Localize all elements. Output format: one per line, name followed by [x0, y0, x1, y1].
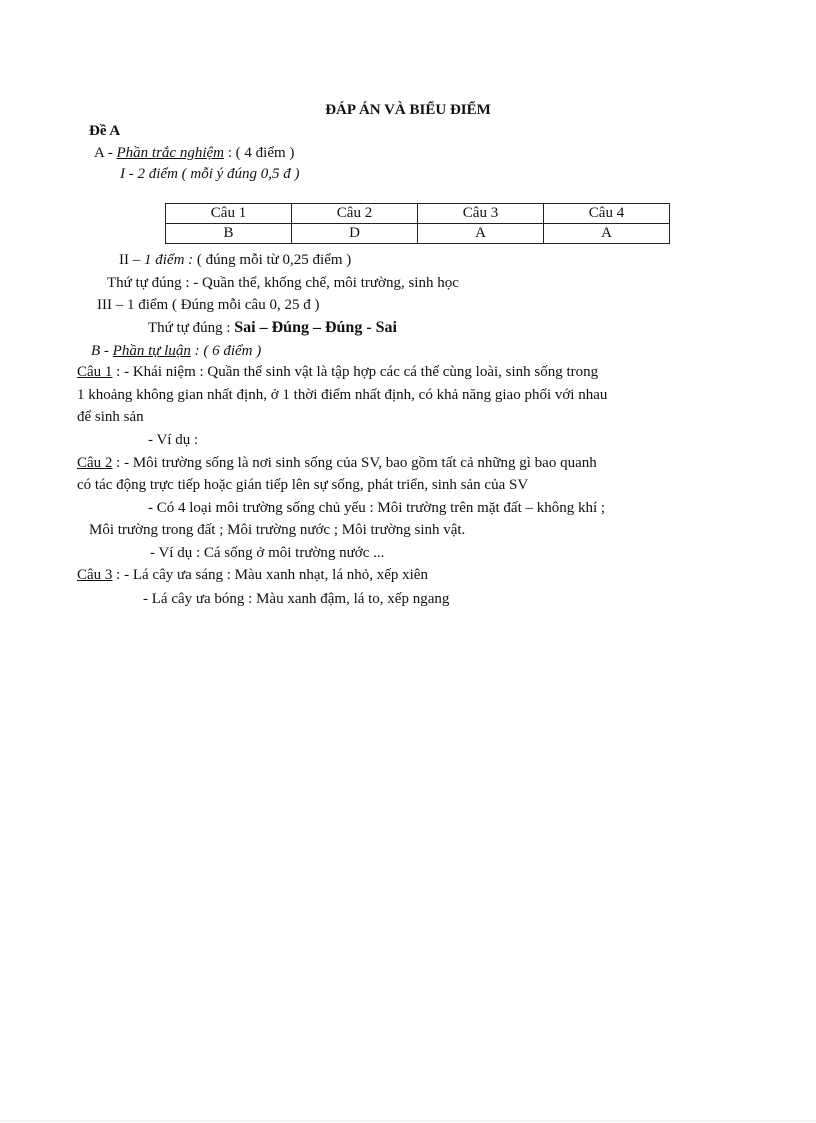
cau3-line2: - Lá cây ưa bóng : Màu xanh đậm, lá to, xếp ngang	[143, 591, 450, 607]
table-answer-cell: D	[292, 224, 418, 244]
cau1-line1	[77, 362, 598, 382]
page-bottom-edge	[0, 1120, 816, 1122]
part2-points: 1 điểm :	[144, 252, 194, 268]
section-a-prefix: A -	[94, 145, 117, 161]
section-b-points: : ( 6 điểm )	[190, 343, 262, 359]
part2-order: Thứ tự đúng : - Quần thể, khống chế, môi trường, sinh học	[107, 275, 459, 291]
part3-order-value: Sai – Đúng – Đúng - Sai	[234, 319, 397, 336]
document-title: ĐÁP ÁN VÀ BIỂU ĐIỂM	[325, 102, 491, 118]
cau3-line1	[77, 565, 428, 585]
part2-prefix: II –	[119, 252, 144, 268]
section-b-prefix: B -	[91, 343, 113, 359]
part3-order	[148, 318, 397, 338]
table-header-cell: Câu 2	[292, 204, 418, 224]
part3-label: III – 1 điểm ( Đúng mỗi câu 0, 25 đ )	[97, 297, 320, 313]
cau2-line1	[77, 453, 597, 473]
cau2-text1: : - Môi trường sống là nơi sinh sống của SV, bao gồm tất cả những gì bao quanh	[112, 455, 597, 471]
table-answer-cell: A	[418, 224, 544, 244]
part1-label: I - 2 điểm ( mỗi ý đúng 0,5 đ )	[120, 166, 300, 182]
table-answer-cell: A	[544, 224, 670, 244]
cau3-text1: : - Lá cây ưa sáng : Màu xanh nhạt, lá nhỏ, xếp xiên	[112, 567, 428, 583]
section-a-title: Phần trắc nghiệm	[116, 145, 224, 161]
cau1-text1: : - Khái niệm : Quần thể sinh vật là tập hợp các cá thể cùng loài, sinh sống trong	[112, 364, 599, 380]
table-header-cell: Câu 4	[544, 204, 670, 224]
section-a-points: : ( 4 điểm )	[223, 145, 295, 161]
cau1-example: - Ví dụ :	[148, 432, 199, 448]
exam-code: Đề A	[89, 123, 121, 139]
answer-table-answer-row	[166, 224, 670, 244]
cau2-example: - Ví dụ : Cá sống ở môi trường nước ...	[150, 545, 385, 561]
answer-table	[165, 203, 670, 244]
cau2-line4: Môi trường trong đất ; Môi trường nước ; Môi trường sinh vật.	[89, 522, 466, 538]
table-header-cell: Câu 1	[166, 204, 292, 224]
table-answer-cell: B	[166, 224, 292, 244]
answer-table-header-row	[166, 204, 670, 224]
cau1-label: Câu 1	[77, 364, 113, 380]
part3-order-label: Thứ tự đúng :	[148, 320, 235, 336]
cau2-line3: - Có 4 loại môi trường sống chủ yếu : Môi trường trên mặt đất – không khí ;	[148, 500, 606, 516]
cau2-line2: có tác động trực tiếp hoặc gián tiếp lên sự sống, phát triển, sinh sản của SV	[77, 477, 529, 493]
section-b-heading	[91, 341, 261, 361]
cau1-line3: để sinh sản	[77, 409, 144, 425]
cau2-label: Câu 2	[77, 455, 113, 471]
part2-label	[119, 250, 351, 270]
part2-note: ( đúng mỗi từ 0,25 điểm )	[193, 252, 352, 268]
section-b-title: Phần tự luận	[112, 343, 191, 359]
table-header-cell: Câu 3	[418, 204, 544, 224]
section-a-heading	[94, 143, 294, 163]
cau1-line2: 1 khoảng không gian nhất định, ở 1 thời điểm nhất định, có khả năng giao phối với nhau	[77, 387, 608, 403]
cau3-label: Câu 3	[77, 567, 113, 583]
